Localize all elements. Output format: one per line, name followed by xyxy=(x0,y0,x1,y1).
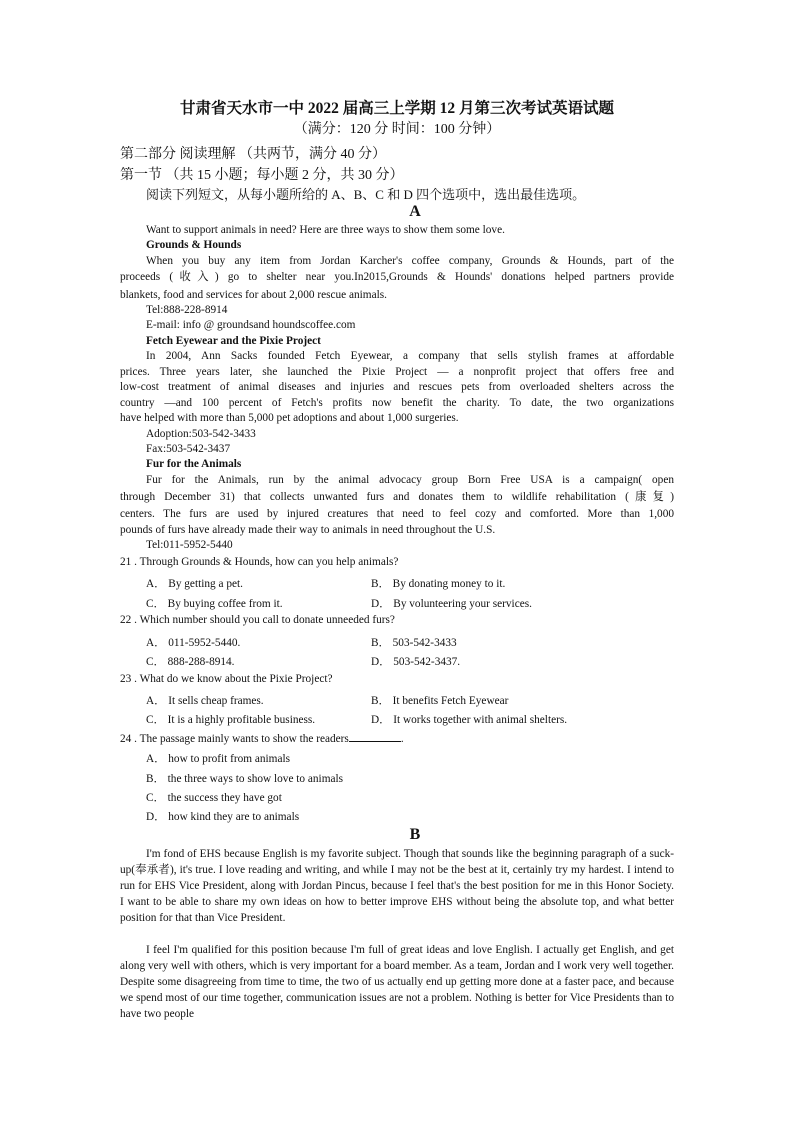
option-22b: B． 503-542-3433 xyxy=(371,637,457,649)
instruction: 阅读下列短文，从每小题所给的 A、B、C 和 D 四个选项中，选出最佳选项。 xyxy=(146,187,586,202)
text-line: Fur for the Animals, run by the animal advocacy group Born Free USA is a campaign( open xyxy=(146,474,674,486)
question-24 xyxy=(120,731,404,745)
passage-b-paragraph-1: I'm fond of EHS because English is my favorite subject. Though that sounds like the beginning paragraph of a suck-up(奉承者), it's true. I love reading and writing, and while I may not be the best at it, certainly try my hardest. I intend to run for EHS Vice President, along with Jordan Pincus, because I feel that's the best position for me in this Honor Society. I want to be able to share my own ideas on how to better improve EHS without being the absolute top, and what better position for that than Vice President. xyxy=(120,848,674,924)
question-22: 22 . Which number should you call to donate unneeded furs? xyxy=(120,614,395,626)
option-23d: D． It works together with animal shelters. xyxy=(371,714,568,726)
part-heading: 第二部分 阅读理解 （共两节，满分 40 分） xyxy=(120,147,386,162)
option-22d: D． 503-542-3437. xyxy=(371,656,461,668)
text-line: In 2004, Ann Sacks founded Fetch Eyewear, a company that sells stylish frames at affordable xyxy=(146,350,674,362)
text-line: When you buy any item from Jordan Karcher's coffee company, Grounds & Hounds, part of the xyxy=(146,255,674,267)
exam-subtitle: （满分：120 分 时间：100 分钟） xyxy=(293,122,501,137)
text-line: centers. The furs are used by injured creatures that need to feel cozy and comforted. More than 1,000 xyxy=(120,508,674,520)
option-24d: D． how kind they are to animals xyxy=(146,811,300,823)
grounds-hounds-heading: Grounds & Hounds xyxy=(146,239,242,251)
tel-grounds: Tel:888-228-8914 xyxy=(146,304,228,316)
section-heading: 第一节 （共 15 小题；每小题 2 分，共 30 分） xyxy=(120,168,404,183)
option-21b: B． By donating money to it. xyxy=(371,578,506,590)
adoption-number: Adoption:503-542-3433 xyxy=(146,428,256,440)
text-line: pounds of furs have already made their way to animals in need throughout the U.S. xyxy=(120,524,496,536)
passage-b-paragraph-2: I feel I'm qualified for this position because I'm full of great ideas and love English. I actually get English, and get along very well with others, which is very important for a board member. As a team, Jordan and I work very well together. Despite some disagreeing from time to time, the two of us actually end up getting more done at a faster pace, and because we spend most of our time together, communication issues are not a problem. Nothing is better for Vice Presidents than to have two people xyxy=(120,944,674,1020)
question-24-end: . xyxy=(400,733,404,745)
text-line: have helped with more than 5,000 pet adoptions and about 1,000 surgeries. xyxy=(120,412,459,424)
tel-fur: Tel:011-5952-5440 xyxy=(146,539,233,551)
option-24a: A． how to profit from animals xyxy=(146,753,291,765)
option-21a: A． By getting a pet. xyxy=(146,578,243,590)
passage-a-letter: A xyxy=(409,203,421,220)
option-22c: C． 888-288-8914. xyxy=(146,656,235,668)
option-23a: A． It sells cheap frames. xyxy=(146,695,264,707)
question-21: 21 . Through Grounds & Hounds, how can you help animals? xyxy=(120,556,399,568)
fetch-eyewear-heading: Fetch Eyewear and the Pixie Project xyxy=(146,335,321,347)
text-line: country —and 100 percent of Fetch's profits now benefit the charity. To date, the two organizations xyxy=(120,397,674,409)
option-24c: C． the success they have got xyxy=(146,792,282,804)
fur-animals-heading: Fur for the Animals xyxy=(146,458,242,470)
answer-blank xyxy=(349,731,401,742)
option-23b: B． It benefits Fetch Eyewear xyxy=(371,695,509,707)
email-grounds: E-mail: info @ groundsand houndscoffee.com xyxy=(146,319,356,331)
fax-number: Fax:503-542-3437 xyxy=(146,443,231,455)
option-21d: D． By volunteering your services. xyxy=(371,598,532,610)
option-23c: C． It is a highly profitable business. xyxy=(146,714,316,726)
text-line: through December 31) that collects unwanted furs and donates them to wildlife rehabilitation (康复) xyxy=(120,491,674,503)
text-line: low-cost treatment of animal diseases and injuries and rescues pets from overloaded shelters across the xyxy=(120,381,674,393)
option-22a: A． 011-5952-5440. xyxy=(146,637,241,649)
option-21c: C． By buying coffee from it. xyxy=(146,598,283,610)
text-line: blankets, food and services for about 2,000 rescue animals. xyxy=(120,289,387,301)
question-24-stem: 24 . The passage mainly wants to show the readers xyxy=(120,733,349,745)
question-23: 23 . What do we know about the Pixie Project? xyxy=(120,673,333,685)
option-24b: B． the three ways to show love to animals xyxy=(146,773,344,785)
exam-title: 甘肃省天水市一中 2022 届高三上学期 12 月第三次考试英语试题 xyxy=(179,100,614,117)
text-line: prices. Three years later, she launched the Pixie Project — a nonprofit project that offers free and xyxy=(120,366,674,378)
passage-a-intro: Want to support animals in need? Here are three ways to show them some love. xyxy=(146,224,505,236)
passage-b-letter: B xyxy=(409,826,421,843)
text-line: proceeds (收入) go to shelter near you.In2015,Grounds & Hounds' donations helped partners provide xyxy=(120,271,674,283)
